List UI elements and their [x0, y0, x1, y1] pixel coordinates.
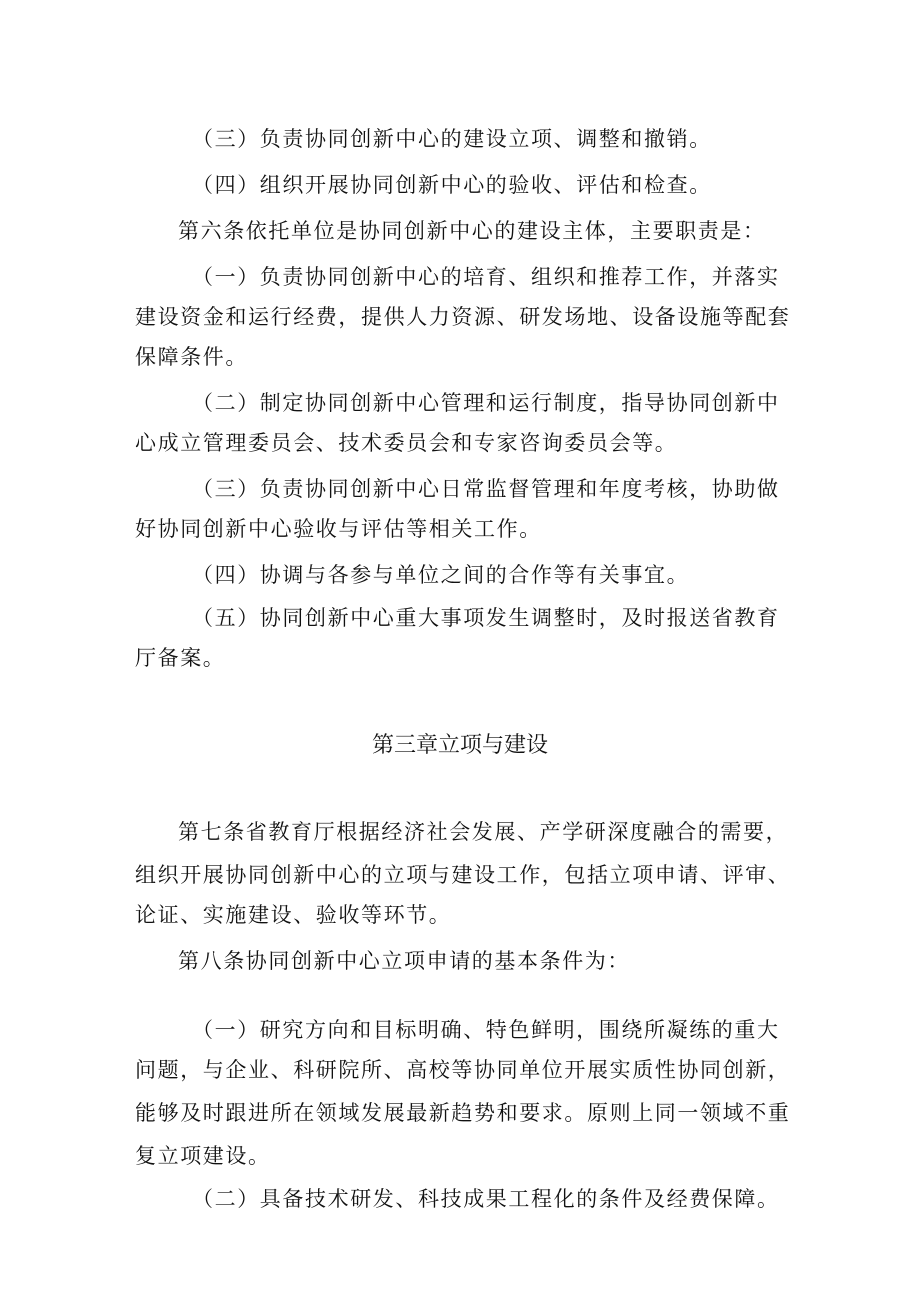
article-6-item-4-line: （四）协调与各参与单位之间的合作等有关事宜。: [192, 563, 690, 587]
article-6-item-5-line-1: （五）协同创新中心重大事项发生调整时，及时报送省教育: [192, 606, 780, 630]
article-6-item-5-line-2: 厅备案。: [135, 646, 226, 670]
article-6-item-2-line-1: （二）制定协同创新中心管理和运行制度，指导协同创新中: [192, 391, 780, 415]
article-7-line-2: 组织开展协同创新中心的立项与建设工作，包括立项申请、评审、: [135, 863, 791, 887]
article-8-item-1-line-1: （一）研究方向和目标明确、特色鲜明，围绕所凝练的重大: [192, 1018, 780, 1042]
article-7-line-1: 第七条省教育厅根据经济社会发展、产学研深度融合的需要，: [178, 820, 789, 844]
article-7-line-3: 论证、实施建设、验收等环节。: [135, 903, 452, 927]
article-8-item-1-line-4: 复立项建设。: [135, 1144, 271, 1168]
item-3-line: （三）负责协同创新中心的建设立项、调整和撤销。: [192, 127, 712, 151]
article-8-item-1-line-2: 问题，与企业、科研院所、高校等协同单位开展实质性协同创新，: [135, 1058, 791, 1082]
article-8-item-1-line-3: 能够及时跟进所在领域发展最新趋势和要求。原则上同一领域不重: [135, 1101, 791, 1125]
article-8-item-2-line: （二）具备技术研发、科技成果工程化的条件及经费保障。: [192, 1187, 780, 1211]
article-8-line: 第八条协同创新中心立项申请的基本条件为：: [178, 949, 630, 973]
article-6-item-3-line-1: （三）负责协同创新中心日常监督管理和年度考核，协助做: [192, 477, 780, 501]
article-6-item-1-line-3: 保障条件。: [135, 345, 248, 369]
chapter-heading: 第三章立项与建设: [371, 733, 548, 758]
article-6-line: 第六条依托单位是协同创新中心的建设主体，主要职责是：: [178, 219, 766, 243]
article-6-item-1-line-2: 建设资金和运行经费，提供人力资源、研发场地、设备设施等配套: [135, 305, 791, 329]
article-6-item-2-line-2: 心成立管理委员会、技术委员会和专家咨询委员会等。: [135, 431, 678, 455]
article-6-item-3-line-2: 好协同创新中心验收与评估等相关工作。: [135, 517, 542, 541]
item-4-line: （四）组织开展协同创新中心的验收、评估和检查。: [192, 173, 712, 197]
article-6-item-1-line-1: （一）负责协同创新中心的培育、组织和推荐工作，并落实: [192, 265, 780, 289]
